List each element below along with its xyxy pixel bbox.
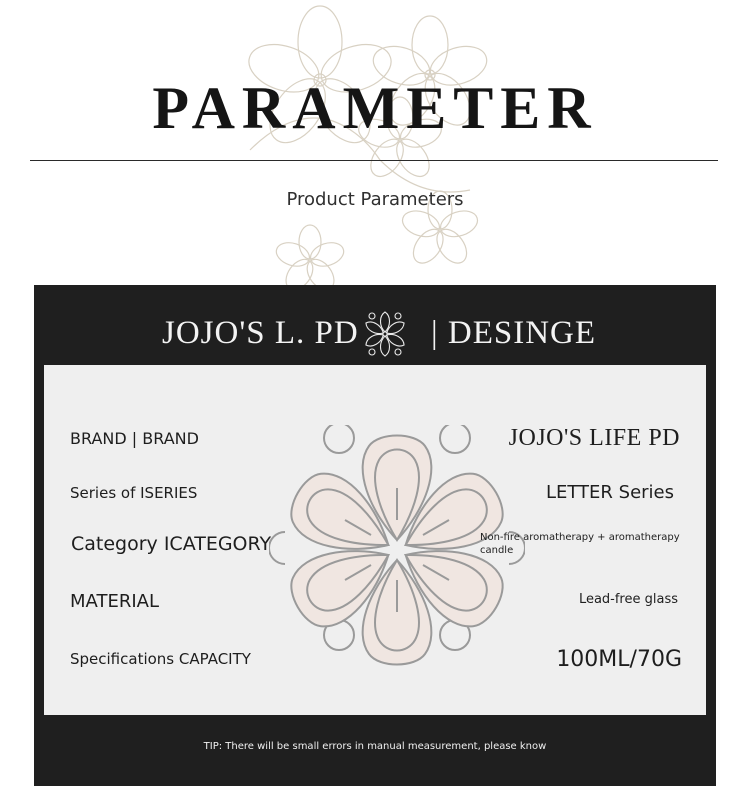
specifications-value: 100ML/70G bbox=[556, 647, 682, 672]
material-value: Lead-free glass bbox=[578, 592, 678, 607]
series-label: Series of ISERIES bbox=[70, 484, 198, 502]
measurement-tip: TIP: There will be small errors in manual measurement, please know bbox=[203, 741, 547, 752]
page-title: PARAMETER bbox=[152, 75, 598, 141]
parameter-panel bbox=[34, 285, 716, 786]
flower-logo-icon bbox=[360, 309, 410, 359]
specifications-label: Specifications CAPACITY bbox=[70, 650, 251, 668]
brand-value: JOJO'S LIFE PD bbox=[508, 425, 680, 451]
panel-header bbox=[34, 309, 716, 359]
design-label: | DESINGE bbox=[431, 315, 597, 351]
page-subtitle: Product Parameters bbox=[286, 189, 464, 210]
blossom-background-illustration bbox=[0, 0, 750, 290]
title-divider bbox=[30, 160, 718, 161]
brand-label: BRAND | BRAND bbox=[70, 429, 199, 448]
series-value: LETTER Series bbox=[545, 482, 674, 503]
material-label: MATERIAL bbox=[70, 591, 159, 612]
brand-name: JOJO'S L. PD bbox=[162, 315, 359, 351]
category-value: Non-fire aromatherapy + aromatherapy candle bbox=[480, 532, 680, 556]
category-label: Category ICATEGORY bbox=[71, 533, 272, 555]
parameter-card bbox=[44, 365, 706, 715]
